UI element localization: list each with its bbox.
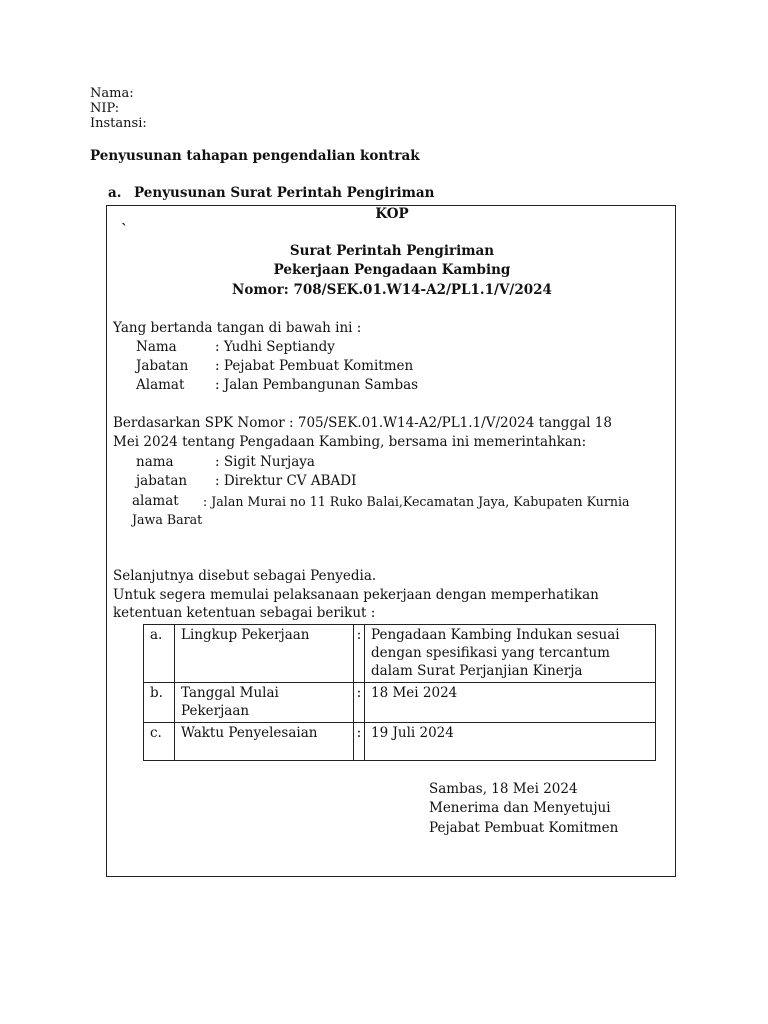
nip-label: NIP:	[90, 101, 120, 116]
signer-nama-label: Nama	[136, 339, 177, 355]
term-no: a.	[144, 625, 175, 683]
terms-table	[143, 624, 656, 761]
kop-label: KOP	[375, 206, 409, 222]
penyedia-line: Selanjutnya disebut sebagai Penyedia.	[113, 568, 377, 584]
signer-nama-value: : Yudhi Septiandy	[215, 339, 335, 355]
letter-title: Surat Perintah Pengiriman	[289, 243, 495, 259]
term-item: Tanggal Mulai Pekerjaan	[175, 683, 354, 723]
subsection-marker: a.	[108, 185, 122, 201]
provider-alamat-label: alamat	[132, 493, 179, 509]
letter-box	[106, 205, 676, 877]
term-sep: :	[354, 683, 365, 723]
term-sep: :	[354, 625, 365, 683]
table-row	[144, 683, 656, 723]
letter-subtitle: Pekerjaan Pengadaan Kambing	[273, 262, 511, 278]
instansi-label: Instansi:	[90, 116, 147, 131]
provider-nama-value: : Sigit Nurjaya	[215, 454, 315, 470]
provider-alamat-value-2: Jawa Barat	[132, 512, 203, 527]
term-sep: :	[354, 723, 365, 761]
section-title: Penyusunan tahapan pengendalian kontrak	[90, 148, 420, 164]
table-row	[144, 625, 656, 683]
instruction-line-1: Untuk segera memulai pelaksanaan pekerjaan dengan memperhatikan	[113, 587, 599, 603]
stray-mark: `	[121, 222, 128, 238]
signer-jabatan-value: : Pejabat Pembuat Komitmen	[215, 358, 414, 374]
basis-line-1: Berdasarkan SPK Nomor : 705/SEK.01.W14-A2/PL1.1/V/2024 tanggal 18	[113, 415, 612, 431]
closing-position: Pejabat Pembuat Komitmen	[429, 820, 619, 836]
closing-place-date: Sambas, 18 Mei 2024	[429, 781, 578, 797]
term-item: Waktu Penyelesaian	[175, 723, 354, 761]
term-item: Lingkup Pekerjaan	[175, 625, 354, 683]
basis-line-2: Mei 2024 tentang Pengadaan Kambing, bersama ini memerintahkan:	[113, 434, 587, 450]
provider-nama-label: nama	[136, 454, 174, 470]
letter-number: Nomor: 708/SEK.01.W14-A2/PL1.1/V/2024	[232, 282, 552, 298]
instruction-line-2: ketentuan ketentuan sebagai berikut :	[113, 605, 376, 621]
table-row	[144, 723, 656, 761]
provider-alamat-value: : Jalan Murai no 11 Ruko Balai,Kecamatan Jaya, Kabupaten Kurnia	[203, 494, 630, 509]
signer-alamat-value: : Jalan Pembangunan Sambas	[215, 377, 419, 393]
nama-label: Nama:	[90, 86, 134, 101]
provider-jabatan-value: : Direktur CV ABADI	[215, 473, 357, 489]
subsection-title: Penyusunan Surat Perintah Pengiriman	[134, 185, 435, 201]
term-no: b.	[144, 683, 175, 723]
closing-approval: Menerima dan Menyetujui	[429, 800, 611, 816]
term-value: 18 Mei 2024	[365, 683, 656, 723]
provider-jabatan-label: jabatan	[136, 473, 188, 489]
signer-jabatan-label: Jabatan	[136, 358, 189, 374]
term-no: c.	[144, 723, 175, 761]
term-value: Pengadaan Kambing Indukan sesuai dengan spesifikasi yang tercantum dalam Surat Perjanjian Kinerja	[365, 625, 656, 683]
signer-alamat-label: Alamat	[136, 377, 185, 393]
term-value: 19 Juli 2024	[365, 723, 656, 761]
intro-text: Yang bertanda tangan di bawah ini :	[113, 320, 362, 336]
